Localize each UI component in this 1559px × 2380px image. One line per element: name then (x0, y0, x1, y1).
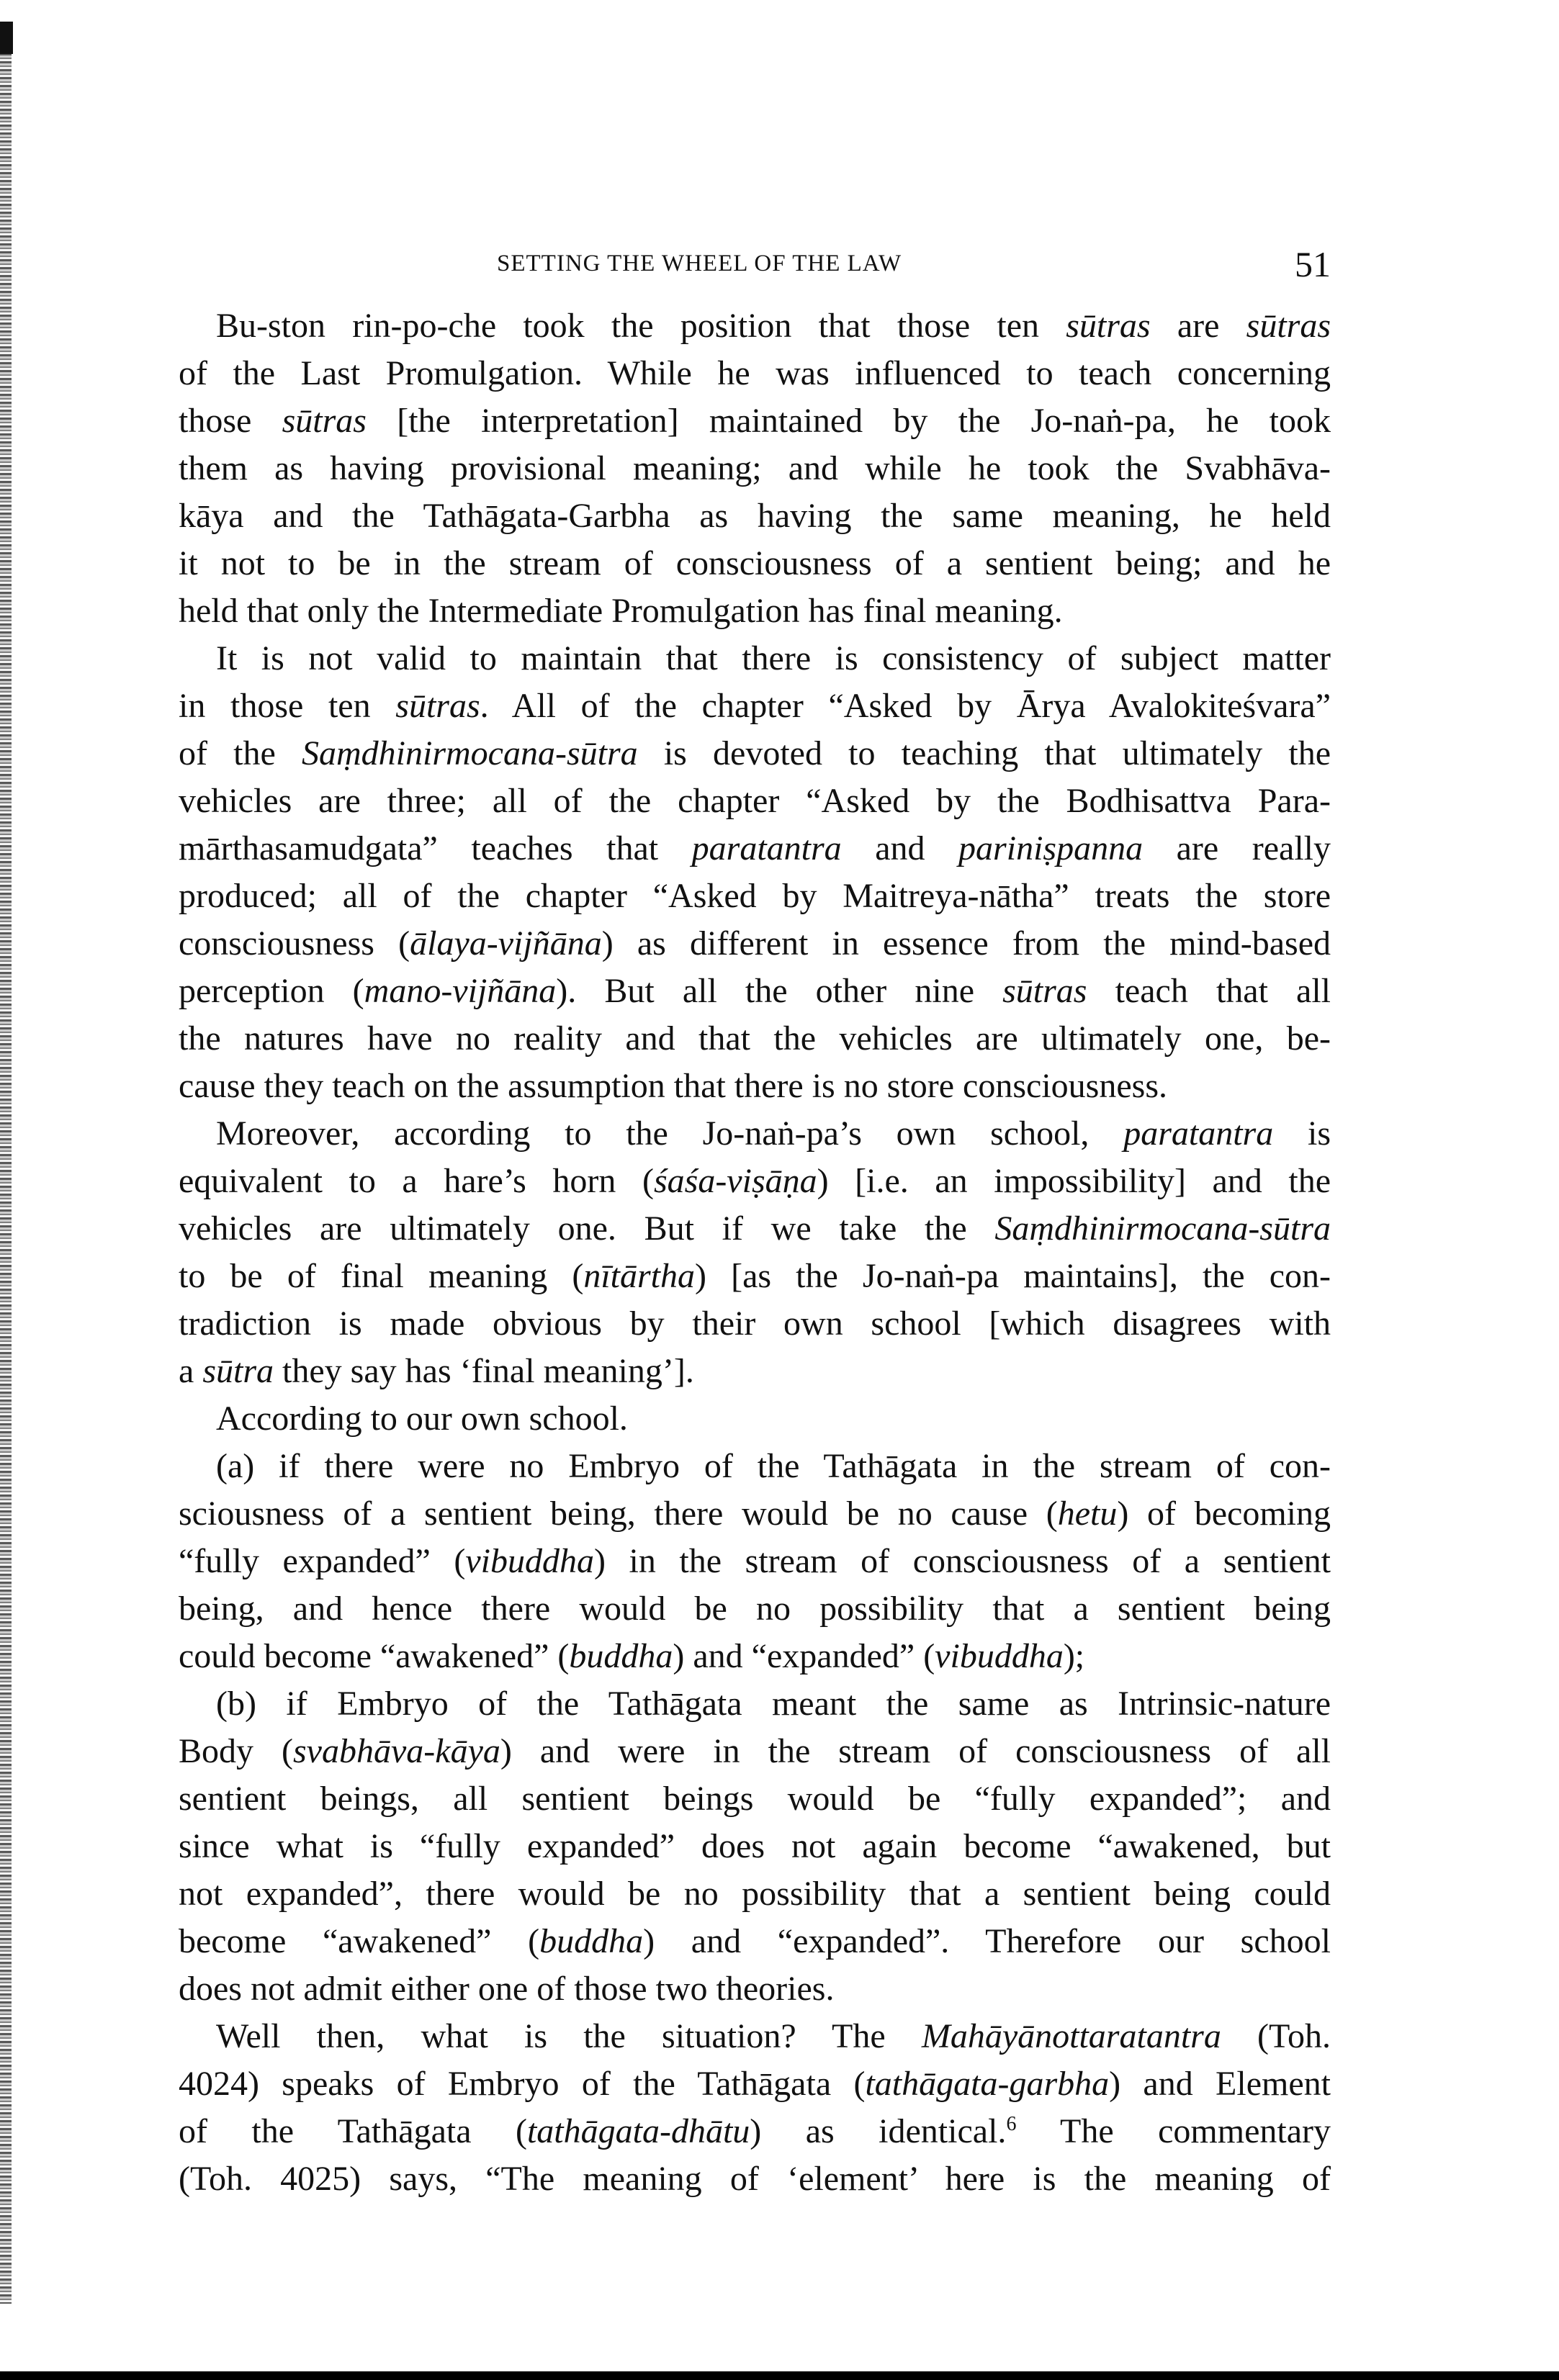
italic-term: Saṃdhinirmocana-sūtra (301, 734, 638, 772)
italic-term: Saṃdhinirmocana-sūtra (994, 1209, 1331, 1248)
text-line (179, 1538, 1331, 1585)
text-run: being, and hence there would be no possibility that a sentient being (179, 1590, 1331, 1628)
text-line (179, 968, 1331, 1015)
text-run: ) of becoming (1117, 1495, 1331, 1533)
text-line (179, 1585, 1331, 1633)
text-line (179, 445, 1331, 492)
text-line (179, 825, 1331, 873)
text-line (179, 1965, 1331, 2013)
text-run: in those ten (179, 687, 396, 725)
text-line (179, 1918, 1331, 1965)
text-line (179, 1490, 1331, 1538)
text-run: ) in the stream of consciousness of a sentient (593, 1542, 1331, 1580)
text-run: sciousness of a sentient being, there would be no cause ( (179, 1495, 1058, 1533)
italic-term: sūtra (202, 1352, 274, 1390)
text-run: Moreover, according to the Jo-naṅ-pa’s own school, (216, 1114, 1124, 1153)
text-run: cause they teach on the assumption that there is no store consciousness. (179, 1067, 1167, 1105)
text-run: them as having provisional meaning; and while he took the Svabhāva- (179, 449, 1331, 487)
text-run: perception ( (179, 972, 364, 1010)
text-run: “fully expanded” ( (179, 1542, 466, 1580)
text-run: equivalent to a hare’s horn ( (179, 1162, 654, 1200)
text-run: ). But all the other nine (556, 972, 1003, 1010)
running-head (0, 243, 1559, 287)
text-run: ); (1063, 1637, 1085, 1675)
text-run: are really (1143, 829, 1331, 867)
text-line (179, 1063, 1331, 1110)
text-run: It is not valid to maintain that there is consistency of subject matter (216, 639, 1331, 677)
text-run: a (179, 1352, 203, 1390)
text-line (179, 397, 1331, 445)
text-run: of the (179, 734, 302, 772)
text-line (179, 1775, 1331, 1823)
text-run: ) [as the Jo-naṅ-pa maintains], the con- (695, 1257, 1331, 1295)
text-run: they say has ‘final meaning’]. (274, 1352, 694, 1390)
italic-term: ālaya-vijñāna (410, 924, 602, 963)
italic-term: sūtras (1066, 307, 1151, 345)
text-run: ) and were in the stream of consciousness of all (500, 1732, 1331, 1770)
text-run: is (1273, 1114, 1331, 1153)
scan-edge-artifact (0, 22, 12, 2304)
text-run: since what is “fully expanded” does not again become “awakened, but (179, 1827, 1331, 1865)
text-run: does not admit either one of those two theories. (179, 1970, 835, 2008)
text-run: (Toh. 4025) says, “The meaning of ‘element’ here is the meaning of (179, 2160, 1331, 2198)
text-run: become “awakened” ( (179, 1922, 540, 1960)
italic-term: sūtras (1246, 307, 1331, 345)
text-line (179, 540, 1331, 587)
text-run: sentient beings, all sentient beings would be “fully expanded”; and (179, 1780, 1331, 1818)
italic-term: vibuddha (935, 1637, 1064, 1675)
footnote-marker: 6 (1006, 2113, 1017, 2135)
paragraph (179, 302, 1331, 635)
page-number: 51 (1295, 244, 1331, 284)
text-line (179, 2108, 1331, 2155)
paragraph (179, 1680, 1331, 2013)
text-line (179, 1395, 1331, 1443)
text-run: ) [i.e. an impossibility] and the (817, 1162, 1331, 1200)
text-line (179, 873, 1331, 920)
italic-term: mano-vijñāna (364, 972, 557, 1010)
text-run: it not to be in the stream of consciousness of a sentient being; and he (179, 544, 1331, 582)
text-run: ) as different in essence from the mind-based (601, 924, 1331, 963)
text-run: is devoted to teaching that ultimately the (637, 734, 1331, 772)
text-line (179, 730, 1331, 777)
text-line (179, 2060, 1331, 2108)
text-line (179, 1205, 1331, 1253)
text-line (179, 1680, 1331, 1728)
italic-term: hetu (1057, 1495, 1118, 1533)
text-run: ) and “expanded” ( (673, 1637, 935, 1675)
italic-term: śaśa-viṣāṇa (653, 1162, 817, 1200)
text-run: are (1150, 307, 1246, 345)
text-run: According to our own school. (216, 1399, 628, 1438)
scan-corner-artifact (0, 22, 13, 54)
italic-term: sūtras (1002, 972, 1087, 1010)
paragraph (179, 2013, 1331, 2203)
text-line (179, 920, 1331, 968)
text-run: tradiction is made obvious by their own school [which disagrees with (179, 1304, 1331, 1343)
italic-term: sūtras (282, 402, 367, 440)
text-run: Body ( (179, 1732, 293, 1770)
text-run: produced; all of the chapter “Asked by Maitreya-nātha” treats the store (179, 877, 1331, 915)
text-run: (b) if Embryo of the Tathāgata meant the same as Intrinsic-nature (216, 1685, 1331, 1723)
text-line (179, 350, 1331, 397)
text-line (179, 302, 1331, 350)
italic-term: svabhāva-kāya (292, 1732, 500, 1770)
italic-term: paratantra (691, 829, 842, 867)
italic-term: pariniṣpanna (958, 829, 1144, 867)
text-run: ) as identical. (750, 2112, 1007, 2150)
italic-term: tathāgata-dhātu (526, 2112, 750, 2150)
text-line (179, 1870, 1331, 1918)
italic-term: nītārtha (583, 1257, 696, 1295)
text-run: of the Last Promulgation. While he was influenced to teach concerning (179, 354, 1331, 392)
text-run: could become “awakened” ( (179, 1637, 570, 1675)
text-run: 4024) speaks of Embryo of the Tathāgata ( (179, 2065, 866, 2103)
text-line (179, 1443, 1331, 1490)
text-run: consciousness ( (179, 924, 410, 963)
text-line (179, 587, 1331, 635)
text-run: ) and “expanded”. Therefore our school (643, 1922, 1331, 1960)
paragraph (179, 1395, 1331, 1443)
text-run: not expanded”, there would be no possibility that a sentient being could (179, 1875, 1331, 1913)
paragraph (179, 1110, 1331, 1395)
text-line (179, 1158, 1331, 1205)
text-line (179, 492, 1331, 540)
paragraph (179, 635, 1331, 1110)
text-line (179, 1823, 1331, 1870)
text-line (179, 2155, 1331, 2203)
italic-term: paratantra (1123, 1114, 1274, 1153)
text-run: (a) if there were no Embryo of the Tathāgata in the stream of con- (216, 1447, 1331, 1485)
text-run: (Toh. (1221, 2017, 1331, 2055)
text-run: of the Tathāgata ( (179, 2112, 527, 2150)
text-run: . All of the chapter “Asked by Ārya Avalokiteśvara” (480, 687, 1331, 725)
italic-term: tathāgata-garbha (865, 2065, 1110, 2103)
scan-bottom-border (0, 2371, 1559, 2380)
text-run: ) and Element (1109, 2065, 1331, 2103)
text-run: the natures have no reality and that the vehicles are ultimately one, be- (179, 1019, 1331, 1058)
italic-term: vibuddha (465, 1542, 594, 1580)
text-line (179, 1110, 1331, 1158)
text-line (179, 1348, 1331, 1395)
text-line (179, 1728, 1331, 1775)
text-line (179, 1253, 1331, 1300)
text-run: teach that all (1087, 972, 1331, 1010)
italic-term: buddha (539, 1922, 644, 1960)
text-line (179, 777, 1331, 825)
running-title: SETTING THE WHEEL OF THE LAW (497, 251, 902, 276)
text-run: vehicles are three; all of the chapter “Asked by the Bodhisattva Para- (179, 782, 1331, 820)
text-run: kāya and the Tathāgata-Garbha as having the same meaning, he held (179, 497, 1331, 535)
text-line (179, 1633, 1331, 1680)
text-run: held that only the Intermediate Promulgation has final meaning. (179, 592, 1063, 630)
text-run: The commentary (1016, 2112, 1331, 2150)
text-line (179, 682, 1331, 730)
text-run: [the interpretation] maintained by the Jo-naṅ-pa, he took (366, 402, 1331, 440)
text-line (179, 635, 1331, 682)
text-line (179, 1015, 1331, 1063)
text-run: Well then, what is the situation? The (216, 2017, 922, 2055)
body-text (179, 302, 1331, 2203)
paragraph (179, 1443, 1331, 1680)
text-run: those (179, 402, 282, 440)
italic-term: buddha (569, 1637, 673, 1675)
text-run: to be of final meaning ( (179, 1257, 584, 1295)
italic-term: Mahāyānottaratantra (921, 2017, 1221, 2055)
text-line (179, 2013, 1331, 2060)
text-run: vehicles are ultimately one. But if we take the (179, 1209, 995, 1248)
text-run: and (841, 829, 959, 867)
text-run: Bu-ston rin-po-che took the position that those ten (216, 307, 1066, 345)
text-run: mārthasamudgata” teaches that (179, 829, 692, 867)
italic-term: sūtras (395, 687, 480, 725)
text-line (179, 1300, 1331, 1348)
